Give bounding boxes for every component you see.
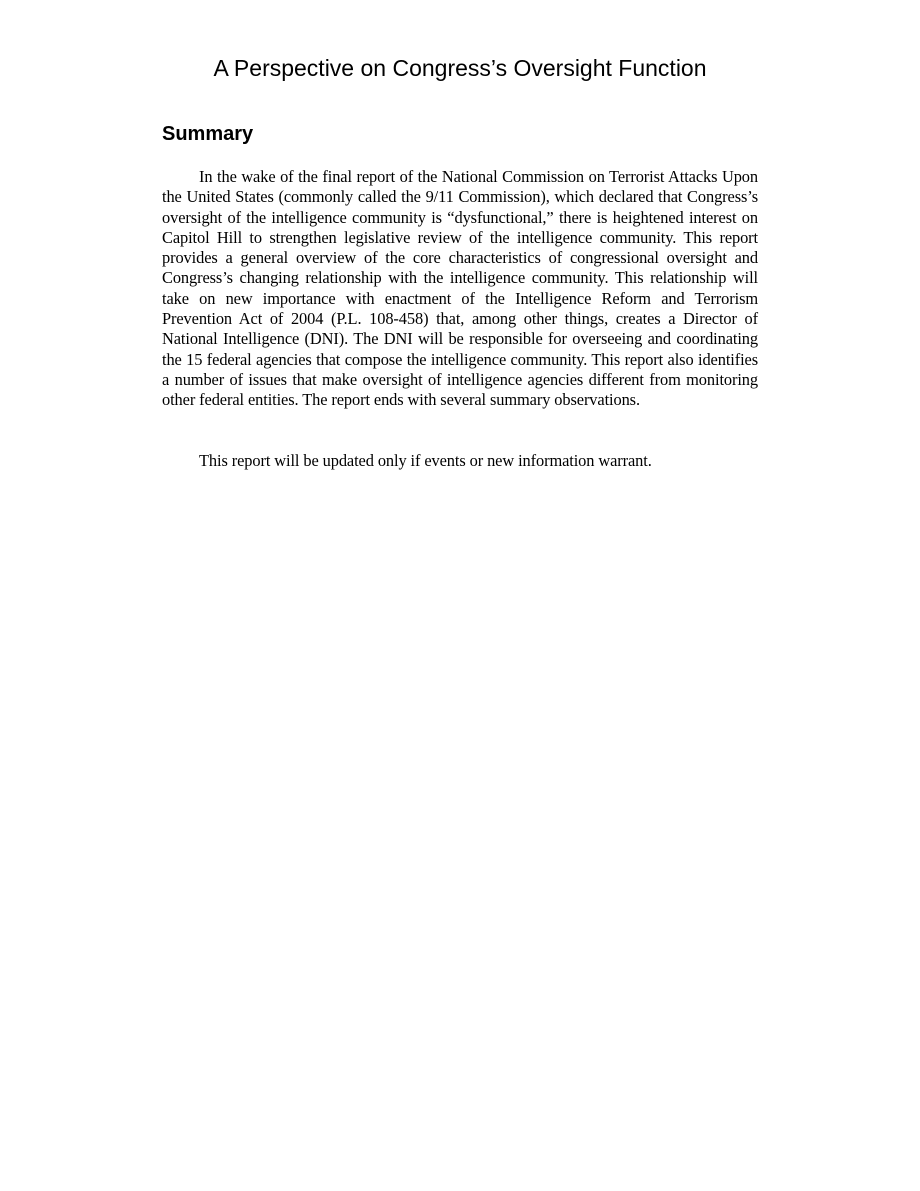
summary-heading: Summary (162, 123, 254, 145)
summary-paragraph: In the wake of the final report of the National Commission on Terrorist Attacks Upon the United States (commonly called the 9/11 Commission), which declared that Congress’s oversight of the intelligence community is “dysfunctional,” there is heightened interest on Capitol Hill to strengthen legislative review of the intelligence community. This report provides a general overview of the core characteristics of congressional oversight and Congress’s changing relationship with the intelligence community. This relationship will take on new importance with enactment of the Intelligence Reform and Terrorism Prevention Act of 2004 (P.L. 108-458) that, among other things, creates a Director of National Intelligence (DNI). The DNI will be responsible for overseeing and coordinating the 15 federal agencies that compose the intelligence community. This report also identifies a number of issues that make oversight of intelligence agencies different from monitoring other federal entities. The report ends with several summary observations. (162, 167, 758, 410)
document-title: A Perspective on Congress’s Oversight Function (213, 55, 707, 81)
update-note-paragraph: This report will be updated only if events or new information warrant. (199, 451, 652, 470)
